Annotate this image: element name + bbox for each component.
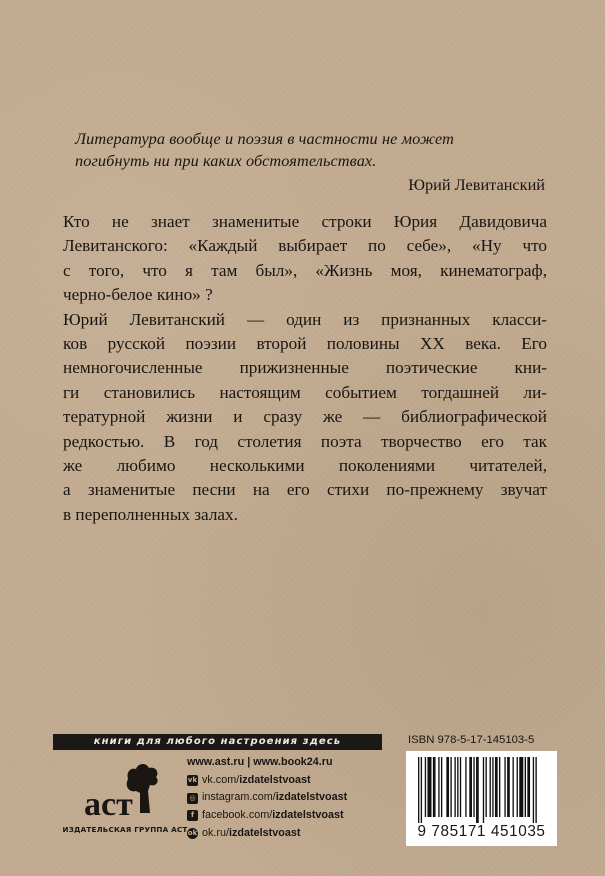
facebook-link[interactable]	[187, 807, 407, 825]
odnoklassniki-icon: ok	[187, 829, 198, 838]
barcode-digits: 9 785171 451035	[417, 823, 546, 840]
facebook-handle: izdatelstvoast	[272, 809, 344, 822]
barcode-bar	[507, 757, 510, 817]
publisher-links	[187, 754, 407, 843]
barcode-bar	[490, 757, 491, 817]
text-line: с того, что я там был», «Жизнь моя, кинематограф,	[63, 260, 547, 280]
facebook-icon: f	[187, 810, 198, 821]
barcode-bar	[438, 757, 439, 817]
instagram-prefix: instagram.com/	[202, 791, 276, 804]
barcode-bar	[486, 757, 487, 817]
epigraph-quote	[75, 128, 545, 172]
epigraph-author: Юрий Левитанский	[408, 175, 545, 194]
barcode-bar	[427, 757, 431, 817]
text-line: черно-белое кино» ?	[63, 285, 213, 305]
barcode-bar	[425, 757, 426, 817]
publisher-logo	[70, 757, 170, 823]
annotation-text	[63, 210, 547, 527]
text-line: редкостью. В год столетия поэта творчество его так	[63, 431, 547, 451]
barcode-bar	[450, 757, 451, 817]
text-line: Кто не знает знаменитые строки Юрия Давидовича	[63, 212, 547, 231]
barcode-bar	[421, 757, 422, 823]
website-links[interactable]: www.ast.ru | www.book24.ru	[187, 756, 333, 768]
barcode-bar	[465, 757, 466, 817]
barcode-bar	[492, 757, 493, 817]
barcode-bar	[525, 757, 526, 817]
instagram-link[interactable]	[187, 789, 407, 807]
vk-handle: izdatelstvoast	[239, 773, 311, 786]
ok-handle: izdatelstvoast	[229, 826, 301, 839]
epigraph-quote-line: Литература вообще и поэзия в частности не может	[75, 129, 454, 148]
text-line: немногочисленные прижизненные поэтические кни-	[63, 358, 547, 378]
barcode-bar	[504, 757, 505, 817]
barcode-bar	[454, 757, 455, 817]
logo-text: аст	[84, 786, 133, 823]
ok-link[interactable]	[187, 825, 407, 843]
slogan-bar: книги для любого настроения здесь	[53, 734, 382, 750]
barcode-bar	[483, 757, 484, 823]
barcode-bar	[499, 757, 500, 817]
text-line: а знаменитые песни на его стихи по-прежнему звучат	[63, 480, 547, 500]
text-line: тературной жизни и сразу же — библиографической	[63, 407, 547, 427]
text-line: Левитанского: «Каждый выбирает по себе», «Ну что	[63, 236, 547, 256]
barcode-bar	[513, 757, 514, 817]
ok-prefix: ok.ru/	[202, 826, 230, 839]
barcode-bar	[535, 757, 536, 823]
barcode	[406, 751, 557, 846]
barcode-bar	[495, 757, 498, 817]
text-line: Юрий Левитанский — один из признанных класси-	[63, 309, 547, 329]
barcode-bar	[418, 757, 419, 823]
text-line: ги становились настоящим событием тогдашней ли-	[63, 382, 547, 402]
barcode-bar	[473, 757, 474, 817]
barcode-bar	[441, 757, 442, 817]
barcode-bar	[519, 757, 523, 817]
instagram-icon: ◎	[187, 793, 198, 804]
text-line: же любимо несколькими поколениями читателей,	[63, 456, 547, 476]
facebook-prefix: facebook.com/	[202, 809, 273, 822]
isbn-label: ISBN 978-5-17-145103-5	[408, 734, 535, 746]
barcode-bar	[517, 757, 518, 817]
barcode-bar	[460, 757, 461, 817]
barcode-bars	[418, 757, 545, 823]
epigraph	[75, 128, 545, 196]
barcode-bar	[433, 757, 436, 817]
barcode-bar	[533, 757, 534, 823]
text-line: ков русской поэзии второй половины XX века. Его	[63, 334, 547, 354]
text-line: в переполненных залах.	[63, 504, 238, 524]
vk-icon: vk	[187, 776, 198, 785]
epigraph-quote-line: погибнуть ни при каких обстоятельствах.	[75, 151, 377, 170]
barcode-bar	[469, 757, 472, 817]
barcode-bar	[476, 757, 479, 823]
barcode-bar	[457, 757, 458, 817]
publisher-name: ИЗДАТЕЛЬСКАЯ ГРУППА АСТ	[62, 825, 188, 834]
vk-link[interactable]	[187, 772, 407, 790]
barcode-bar	[527, 757, 530, 817]
instagram-handle: izdatelstvoast	[275, 791, 348, 804]
vk-prefix: vk.com/	[202, 773, 240, 786]
barcode-bar	[446, 757, 449, 817]
